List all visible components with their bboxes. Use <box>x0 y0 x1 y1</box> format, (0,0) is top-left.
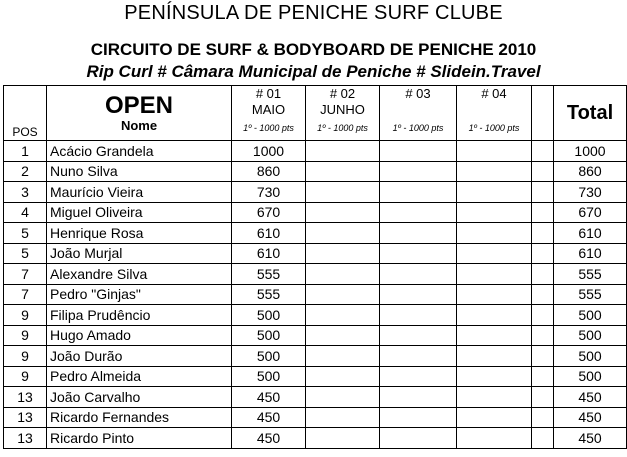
total-cell: 500 <box>554 325 627 346</box>
event-2-score <box>306 161 380 182</box>
table-row <box>4 182 627 203</box>
spacer-cell <box>532 346 554 367</box>
event-3-score <box>380 407 457 428</box>
event-2-score <box>306 407 380 428</box>
event-2-score <box>306 223 380 244</box>
event-2-score <box>306 428 380 449</box>
spacer-cell <box>532 305 554 326</box>
event-1-score: 500 <box>232 305 306 326</box>
total-cell: 670 <box>554 202 627 223</box>
event-4-score <box>457 366 532 387</box>
event-1-score: 450 <box>232 387 306 408</box>
spacer-cell <box>532 366 554 387</box>
event-number: # 01 <box>255 86 282 101</box>
pos-cell: 9 <box>4 305 47 326</box>
total-cell: 1000 <box>554 141 627 162</box>
table-row <box>4 223 627 244</box>
event-3-score <box>380 141 457 162</box>
name-cell: Ricardo Fernandes <box>47 407 232 428</box>
event-4-score <box>457 407 532 428</box>
club-title: PENÍNSULA DE PENICHE SURF CLUBE <box>124 2 503 24</box>
pos-cell: 7 <box>4 284 47 305</box>
event-2-score <box>306 305 380 326</box>
event-header-3 <box>380 86 457 141</box>
event-2-score <box>306 141 380 162</box>
pos-cell: 4 <box>4 202 47 223</box>
event-points: 1º - 1000 pts <box>317 123 368 133</box>
name-cell: João Carvalho <box>47 387 232 408</box>
event-1-score: 730 <box>232 182 306 203</box>
event-4-score <box>457 428 532 449</box>
event-1-score: 555 <box>232 284 306 305</box>
total-cell: 450 <box>554 428 627 449</box>
name-cell: João Murjal <box>47 243 232 264</box>
event-2-score <box>306 264 380 285</box>
name-cell: Nuno Silva <box>47 161 232 182</box>
pos-cell: 1 <box>4 141 47 162</box>
event-number: # 02 <box>329 86 356 101</box>
total-cell: 555 <box>554 284 627 305</box>
event-3-score <box>380 243 457 264</box>
spacer-cell <box>532 182 554 203</box>
event-1-score: 1000 <box>232 141 306 162</box>
event-month: MAIO <box>251 102 286 117</box>
name-cell: Miguel Oliveira <box>47 202 232 223</box>
pos-cell: 9 <box>4 366 47 387</box>
event-3-score <box>380 182 457 203</box>
spacer-cell <box>532 243 554 264</box>
spacer-cell <box>532 428 554 449</box>
event-1-score: 555 <box>232 264 306 285</box>
name-cell: Filipa Prudêncio <box>47 305 232 326</box>
name-cell: Alexandre Silva <box>47 264 232 285</box>
table-row <box>4 387 627 408</box>
event-points: 1º - 1000 pts <box>392 123 444 133</box>
total-cell: 610 <box>554 243 627 264</box>
spacer-cell <box>532 387 554 408</box>
event-1-score: 450 <box>232 407 306 428</box>
total-cell: 500 <box>554 305 627 326</box>
event-4-score <box>457 305 532 326</box>
event-2-score <box>306 284 380 305</box>
category-cell <box>47 86 232 141</box>
name-cell: Pedro "Ginjas" <box>47 284 232 305</box>
event-3-score <box>380 161 457 182</box>
event-header-2 <box>306 86 380 141</box>
event-4-score <box>457 202 532 223</box>
pos-cell: 2 <box>4 161 47 182</box>
pos-cell: 9 <box>4 346 47 367</box>
total-cell: 450 <box>554 407 627 428</box>
name-cell: Ricardo Pinto <box>47 428 232 449</box>
event-4-score <box>457 284 532 305</box>
event-1-score: 860 <box>232 161 306 182</box>
event-2-score <box>306 182 380 203</box>
total-cell: 500 <box>554 346 627 367</box>
spacer-cell <box>532 202 554 223</box>
table-row <box>4 428 627 449</box>
category-label: OPEN <box>104 92 173 119</box>
pos-cell: 13 <box>4 428 47 449</box>
event-4-score <box>457 243 532 264</box>
event-header-4 <box>457 86 532 141</box>
name-cell: Hugo Amado <box>47 325 232 346</box>
event-header-1 <box>232 86 306 141</box>
event-number: # 03 <box>405 86 431 101</box>
event-4-score <box>457 182 532 203</box>
table-row <box>4 325 627 346</box>
event-2-score <box>306 243 380 264</box>
total-cell: 610 <box>554 223 627 244</box>
event-month <box>457 102 531 118</box>
spacer-cell <box>532 407 554 428</box>
table-row <box>4 264 627 285</box>
total-cell: 730 <box>554 182 627 203</box>
event-2-score <box>306 325 380 346</box>
name-cell: Acácio Grandela <box>47 141 232 162</box>
event-3-score <box>380 346 457 367</box>
table-row <box>4 141 627 162</box>
event-3-score <box>380 284 457 305</box>
event-1-score: 670 <box>232 202 306 223</box>
event-1-score: 450 <box>232 428 306 449</box>
event-points: 1º - 1000 pts <box>243 123 294 133</box>
pos-header: POS <box>4 86 47 141</box>
event-3-score <box>380 387 457 408</box>
name-cell: Maurício Vieira <box>47 182 232 203</box>
event-3-score <box>380 366 457 387</box>
event-4-score <box>457 346 532 367</box>
header-row <box>4 86 627 141</box>
pos-cell: 5 <box>4 243 47 264</box>
table-row <box>4 161 627 182</box>
event-3-score <box>380 325 457 346</box>
sponsors-line: Rip Curl # Câmara Municipal de Peniche # Slidein.Travel <box>86 62 541 81</box>
event-1-score: 500 <box>232 325 306 346</box>
event-4-score <box>457 161 532 182</box>
event-3-score <box>380 202 457 223</box>
total-cell: 450 <box>554 387 627 408</box>
event-3-score <box>380 223 457 244</box>
event-points: 1º - 1000 pts <box>468 123 520 133</box>
total-header: Total <box>554 86 627 141</box>
name-cell: João Durão <box>47 346 232 367</box>
table-row <box>4 407 627 428</box>
event-4-score <box>457 264 532 285</box>
event-4-score <box>457 141 532 162</box>
table-row <box>4 243 627 264</box>
pos-cell: 9 <box>4 325 47 346</box>
pos-cell: 5 <box>4 223 47 244</box>
spacer-cell <box>532 325 554 346</box>
event-2-score <box>306 202 380 223</box>
event-1-score: 610 <box>232 223 306 244</box>
ranking-body <box>4 86 627 449</box>
name-cell: Henrique Rosa <box>47 223 232 244</box>
circuit-title: CIRCUITO DE SURF & BODYBOARD DE PENICHE 2010 <box>90 40 537 59</box>
total-cell: 555 <box>554 264 627 285</box>
pos-cell: 13 <box>4 387 47 408</box>
pos-cell: 7 <box>4 264 47 285</box>
event-number: # 04 <box>481 86 507 101</box>
table-row <box>4 284 627 305</box>
total-cell: 860 <box>554 161 627 182</box>
event-1-score: 610 <box>232 243 306 264</box>
spacer-cell <box>532 264 554 285</box>
pos-cell: 13 <box>4 407 47 428</box>
event-month: JUNHO <box>320 102 365 117</box>
table-row <box>4 202 627 223</box>
table-row <box>4 346 627 367</box>
event-1-score: 500 <box>232 346 306 367</box>
event-4-score <box>457 325 532 346</box>
event-1-score: 500 <box>232 366 306 387</box>
name-header: Nome <box>120 118 158 133</box>
event-4-score <box>457 387 532 408</box>
spacer-cell <box>532 161 554 182</box>
ranking-table <box>3 85 627 449</box>
event-2-score <box>306 366 380 387</box>
table-row <box>4 366 627 387</box>
spacer-cell <box>532 223 554 244</box>
spacer-cell <box>532 284 554 305</box>
pos-cell: 3 <box>4 182 47 203</box>
event-3-score <box>380 305 457 326</box>
event-2-score <box>306 346 380 367</box>
spacer-cell <box>532 141 554 162</box>
event-2-score <box>306 387 380 408</box>
event-4-score <box>457 223 532 244</box>
total-cell: 500 <box>554 366 627 387</box>
event-3-score <box>380 428 457 449</box>
name-cell: Pedro Almeida <box>47 366 232 387</box>
event-month <box>380 102 456 118</box>
spacer-cell <box>532 86 554 141</box>
table-row <box>4 305 627 326</box>
event-3-score <box>380 264 457 285</box>
